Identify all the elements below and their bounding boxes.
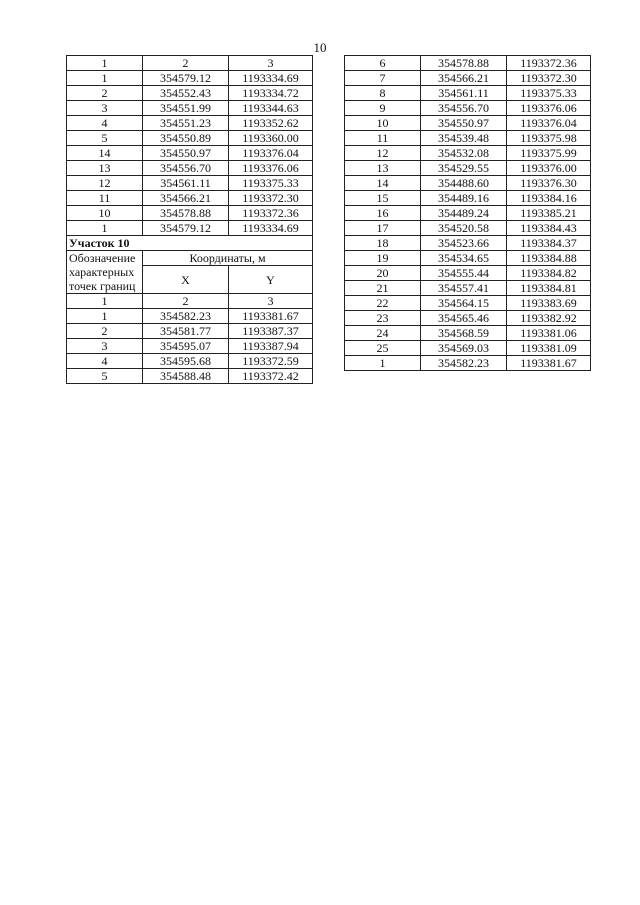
point-number-cell: 5 (67, 131, 143, 146)
y-coordinate-cell: 1193387.37 (229, 324, 313, 339)
point-number-cell: 16 (345, 206, 421, 221)
table-row (67, 339, 313, 354)
y-coordinate-cell: 1193376.04 (229, 146, 313, 161)
table-row (345, 161, 591, 176)
y-coordinate-cell: 1193376.30 (507, 176, 591, 191)
y-coordinate-cell: 1193372.36 (507, 56, 591, 71)
x-coordinate-cell: 354523.66 (421, 236, 507, 251)
y-coordinate-cell: 1193372.36 (229, 206, 313, 221)
x-coordinate-cell: 354551.23 (143, 116, 229, 131)
y-coordinate-cell: 1193375.98 (507, 131, 591, 146)
table-row (345, 326, 591, 341)
table-row (345, 251, 591, 266)
point-number-cell: 13 (67, 161, 143, 176)
point-number-cell: 23 (345, 311, 421, 326)
x-coordinate-cell: 354578.88 (143, 206, 229, 221)
x-coordinate-cell: 354578.88 (421, 56, 507, 71)
y-coordinate-cell: 1193375.99 (507, 146, 591, 161)
point-number-cell: 10 (345, 116, 421, 131)
table-header-row (67, 251, 313, 266)
x-coordinate-cell: 354532.08 (421, 146, 507, 161)
x-coordinate-cell: 354588.48 (143, 369, 229, 384)
point-number-cell: 18 (345, 236, 421, 251)
table-row (345, 266, 591, 281)
table-row (345, 206, 591, 221)
y-coordinate-cell: 1193384.16 (507, 191, 591, 206)
point-number-cell: 22 (345, 296, 421, 311)
y-coordinate-cell: 1193382.92 (507, 311, 591, 326)
point-number-cell: 1 (67, 221, 143, 236)
table-row (345, 341, 591, 356)
y-coordinate-cell: 1193376.00 (507, 161, 591, 176)
coordinates-table-left (66, 55, 313, 384)
x-coordinate-cell: 354561.11 (421, 86, 507, 101)
y-coordinate-cell: 1193384.88 (507, 251, 591, 266)
coordinates-table-right (344, 55, 591, 371)
x-coordinate-cell: 354489.24 (421, 206, 507, 221)
table-row (345, 236, 591, 251)
y-coordinate-cell: 3 (229, 56, 313, 71)
x-coordinate-cell: 354569.03 (421, 341, 507, 356)
point-number-cell: 3 (67, 339, 143, 354)
coordinates-header: Координаты, м (143, 251, 313, 266)
x-coordinate-cell: 354520.58 (421, 221, 507, 236)
y-coordinate-cell: 1193381.67 (507, 356, 591, 371)
y-coordinate-cell: 1193385.21 (507, 206, 591, 221)
table-row (345, 176, 591, 191)
section-row (67, 236, 313, 251)
table-row (67, 176, 313, 191)
point-number-cell: 1 (345, 356, 421, 371)
table-row (345, 281, 591, 296)
x-coordinate-cell: 354581.77 (143, 324, 229, 339)
x-coordinate-cell: 354568.59 (421, 326, 507, 341)
x-coordinate-cell: 354555.44 (421, 266, 507, 281)
table-row (345, 296, 591, 311)
point-number-cell: 1 (67, 294, 143, 309)
x-coordinate-cell: 354550.97 (421, 116, 507, 131)
x-coordinate-cell: 354595.68 (143, 354, 229, 369)
y-coordinate-cell: 1193384.37 (507, 236, 591, 251)
y-coordinate-cell: 1193352.62 (229, 116, 313, 131)
y-coordinate-cell: 1193381.06 (507, 326, 591, 341)
point-number-cell: 5 (67, 369, 143, 384)
x-coordinate-cell: 354565.46 (421, 311, 507, 326)
x-coordinate-cell: 354529.55 (421, 161, 507, 176)
table-row (67, 116, 313, 131)
y-coordinate-cell: 1193375.33 (507, 86, 591, 101)
table-row (67, 324, 313, 339)
table-row (67, 71, 313, 86)
point-number-cell: 1 (67, 71, 143, 86)
table-row (67, 146, 313, 161)
point-number-cell: 25 (345, 341, 421, 356)
table-row (67, 221, 313, 236)
y-coordinate-cell: 1193376.06 (507, 101, 591, 116)
table-header-row (67, 56, 313, 71)
point-number-cell: 9 (345, 101, 421, 116)
y-coordinate-cell: 1193381.67 (229, 309, 313, 324)
y-coordinate-cell: 1193334.69 (229, 221, 313, 236)
point-number-cell: 7 (345, 71, 421, 86)
table-row (67, 309, 313, 324)
y-coordinate-cell: 1193372.59 (229, 354, 313, 369)
x-coordinate-cell: 354579.12 (143, 71, 229, 86)
x-coordinate-cell: 354595.07 (143, 339, 229, 354)
table-row (345, 356, 591, 371)
point-number-cell: 8 (345, 86, 421, 101)
y-coordinate-cell: 1193344.63 (229, 101, 313, 116)
table-row (345, 191, 591, 206)
point-number-cell: 24 (345, 326, 421, 341)
point-number-cell: 1 (67, 309, 143, 324)
point-number-cell: 6 (345, 56, 421, 71)
point-number-cell: 12 (345, 146, 421, 161)
table-header-row (67, 294, 313, 309)
table-row (345, 131, 591, 146)
y-coordinate-cell: 1193334.72 (229, 86, 313, 101)
point-number-cell: 1 (67, 56, 143, 71)
table-row (345, 146, 591, 161)
y-coordinate-cell: 1193383.69 (507, 296, 591, 311)
table-row (67, 354, 313, 369)
point-number-cell: 2 (67, 86, 143, 101)
table-row (345, 311, 591, 326)
y-coordinate-cell: 1193381.09 (507, 341, 591, 356)
x-coordinate-cell: 354489.16 (421, 191, 507, 206)
point-number-cell: 14 (345, 176, 421, 191)
point-number-cell: 4 (67, 354, 143, 369)
y-coordinate-cell: 1193334.69 (229, 71, 313, 86)
table-row (345, 101, 591, 116)
x-coordinate-cell: 354550.97 (143, 146, 229, 161)
y-coordinate-cell: 1193360.00 (229, 131, 313, 146)
point-number-cell: 20 (345, 266, 421, 281)
point-number-cell: 21 (345, 281, 421, 296)
x-coordinate-cell: 2 (143, 294, 229, 309)
point-designation-header: Обозначение характерных точек границ (67, 251, 143, 294)
table-row (67, 206, 313, 221)
x-coordinate-cell: 354552.43 (143, 86, 229, 101)
y-coordinate-cell: 1193387.94 (229, 339, 313, 354)
y-coordinate-cell: 1193372.30 (507, 71, 591, 86)
y-coordinate-cell: 1193376.04 (507, 116, 591, 131)
x-coordinate-cell: 354579.12 (143, 221, 229, 236)
table-row (67, 191, 313, 206)
point-number-cell: 17 (345, 221, 421, 236)
table-row (345, 71, 591, 86)
point-number-cell: 13 (345, 161, 421, 176)
x-coordinate-cell: 354539.48 (421, 131, 507, 146)
table-row (67, 369, 313, 384)
point-number-cell: 10 (67, 206, 143, 221)
y-coordinate-cell: 1193372.42 (229, 369, 313, 384)
x-coordinate-cell: 354582.23 (143, 309, 229, 324)
point-number-cell: 3 (67, 101, 143, 116)
x-coordinate-cell: 354566.21 (421, 71, 507, 86)
table-row (67, 161, 313, 176)
section-title: Участок 10 (67, 236, 313, 251)
x-coordinate-cell: 354534.65 (421, 251, 507, 266)
point-number-cell: 11 (345, 131, 421, 146)
y-coordinate-cell: 1193375.33 (229, 176, 313, 191)
x-coordinate-cell: 354556.70 (421, 101, 507, 116)
x-coordinate-cell: 354566.21 (143, 191, 229, 206)
table-row (345, 116, 591, 131)
y-coordinate-cell: 1193384.82 (507, 266, 591, 281)
point-number-cell: 11 (67, 191, 143, 206)
page-number: 10 (313, 40, 327, 55)
x-coordinate-cell: 354564.15 (421, 296, 507, 311)
y-coordinate-cell: 1193376.06 (229, 161, 313, 176)
y-coordinate-cell: 1193384.43 (507, 221, 591, 236)
y-coordinate-cell: 3 (229, 294, 313, 309)
point-number-cell: 19 (345, 251, 421, 266)
x-coordinate-cell: 354551.99 (143, 101, 229, 116)
x-coordinate-cell: 354550.89 (143, 131, 229, 146)
table-row (345, 56, 591, 71)
y-header: Y (229, 266, 313, 294)
x-coordinate-cell: 354561.11 (143, 176, 229, 191)
point-number-cell: 15 (345, 191, 421, 206)
x-coordinate-cell: 354556.70 (143, 161, 229, 176)
table-row (345, 86, 591, 101)
table-row (67, 131, 313, 146)
y-coordinate-cell: 1193372.30 (229, 191, 313, 206)
x-header: X (143, 266, 229, 294)
x-coordinate-cell: 354488.60 (421, 176, 507, 191)
point-number-cell: 14 (67, 146, 143, 161)
point-number-cell: 4 (67, 116, 143, 131)
x-coordinate-cell: 354557.41 (421, 281, 507, 296)
x-coordinate-cell: 354582.23 (421, 356, 507, 371)
y-coordinate-cell: 1193384.81 (507, 281, 591, 296)
table-row (345, 221, 591, 236)
point-number-cell: 12 (67, 176, 143, 191)
table-row (67, 86, 313, 101)
x-coordinate-cell: 2 (143, 56, 229, 71)
table-row (67, 101, 313, 116)
point-number-cell: 2 (67, 324, 143, 339)
